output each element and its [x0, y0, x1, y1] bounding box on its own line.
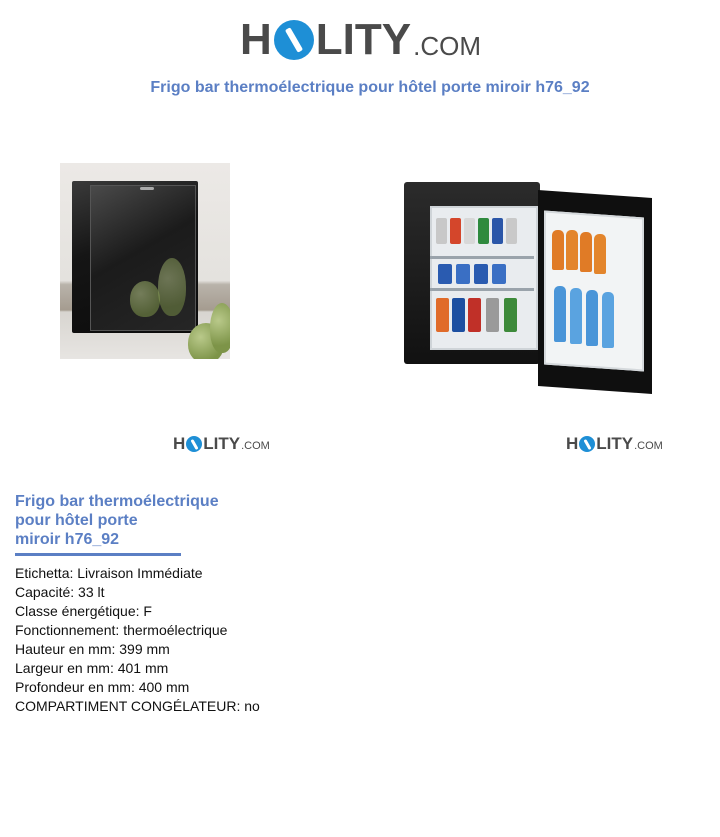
holity-logo[interactable] [240, 14, 481, 66]
logo-suffix: .COM [634, 440, 663, 452]
holity-watermark-logo [173, 432, 270, 456]
drink-can [486, 298, 499, 332]
drink-can [450, 218, 461, 244]
logo-letter-h: H [240, 15, 272, 64]
fridge-shelf [430, 288, 534, 291]
spec-label: Capacité [15, 584, 71, 600]
spec-label: Profondeur en mm [15, 679, 131, 695]
spec-item: Fonctionnement: thermoélectrique [15, 622, 228, 638]
spec-value: 399 mm [119, 641, 170, 657]
logo-letters: LITY [596, 434, 634, 453]
spec-label: COMPARTIMENT CONGÉLATEUR [15, 698, 237, 714]
drink-can [504, 298, 517, 332]
logo-letters: LITY [315, 15, 412, 64]
spec-value: Livraison Immédiate [77, 565, 203, 581]
juice-bottle [552, 230, 564, 270]
vase-reflection [158, 258, 186, 316]
spec-item: Capacité: 33 lt [15, 584, 105, 600]
spec-label: Classe énergétique [15, 603, 136, 619]
vase-reflection [130, 281, 160, 317]
spec-item: Classe énergétique: F [15, 603, 152, 619]
drink-can [452, 298, 465, 332]
drink-can [478, 218, 489, 244]
drink-can [468, 298, 481, 332]
product-photo-mirror-door [60, 163, 230, 359]
spec-list [15, 564, 260, 716]
logo-letter-h: H [566, 434, 579, 453]
drink-can [506, 218, 517, 244]
product-title-line: miroir h76_92 [15, 531, 120, 548]
juice-bottle [580, 232, 592, 272]
spec-value: no [244, 698, 260, 714]
holity-watermark-logo [566, 432, 663, 456]
spec-value: F [143, 603, 152, 619]
drink-can [438, 264, 452, 284]
logo-o-mark-icon [186, 436, 202, 452]
drink-can [456, 264, 470, 284]
product-title [15, 492, 245, 549]
spec-label: Etichetta [15, 565, 70, 581]
water-bottle [586, 290, 598, 346]
logo-suffix: .COM [241, 440, 270, 452]
spec-label: Hauteur en mm [15, 641, 112, 657]
fridge-shelf [430, 256, 534, 259]
product-photo-open-fridge [400, 180, 660, 395]
water-bottle [554, 286, 566, 342]
page-title: Frigo bar thermoélectrique pour hôtel porte miroir h76_92 [150, 79, 590, 96]
logo-o-mark-icon [579, 436, 595, 452]
water-bottle [570, 288, 582, 344]
spec-item: COMPARTIMENT CONGÉLATEUR: no [15, 698, 260, 714]
spec-label: Largeur en mm [15, 660, 110, 676]
spec-item: Hauteur en mm: 399 mm [15, 641, 170, 657]
logo-suffix: .COM [413, 30, 481, 61]
logo-o-mark-icon [274, 20, 314, 60]
drink-can [436, 298, 449, 332]
spec-item: Largeur en mm: 401 mm [15, 660, 169, 676]
drink-can [436, 218, 447, 244]
logo-letters: LITY [203, 434, 241, 453]
drink-can [492, 264, 506, 284]
spec-label: Fonctionnement [15, 622, 116, 638]
water-bottle [602, 292, 614, 348]
drink-can [492, 218, 503, 244]
green-vase [210, 303, 230, 353]
product-title-line: Frigo bar thermoélectrique [15, 493, 219, 510]
spec-value: 400 mm [138, 679, 190, 695]
spec-item: Profondeur en mm: 400 mm [15, 679, 190, 695]
drink-can [474, 264, 488, 284]
drink-can [464, 218, 475, 244]
logo-letter-h: H [173, 434, 186, 453]
fridge-handle [140, 187, 154, 190]
spec-value: 33 lt [78, 584, 105, 600]
title-divider [15, 553, 181, 556]
product-title-line: pour hôtel porte [15, 512, 138, 529]
juice-bottle [594, 234, 606, 274]
juice-bottle [566, 230, 578, 270]
spec-value: 401 mm [117, 660, 169, 676]
spec-value: thermoélectrique [123, 622, 228, 638]
spec-item: Etichetta: Livraison Immédiate [15, 565, 203, 581]
